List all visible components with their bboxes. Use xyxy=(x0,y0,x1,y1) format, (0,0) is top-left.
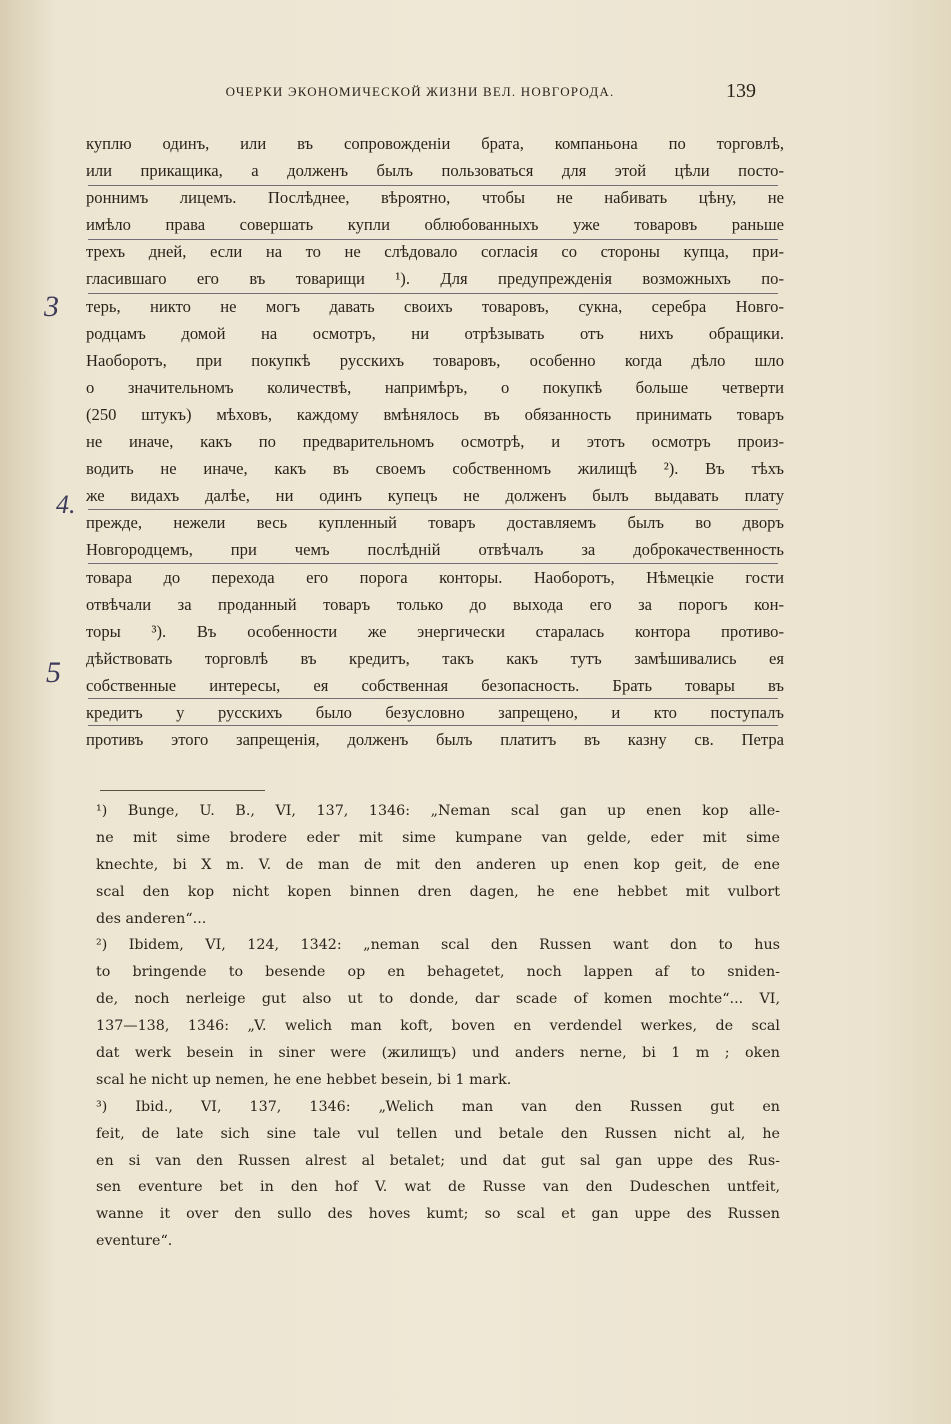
margin-note-4: 4. xyxy=(56,490,76,519)
footnote-1 xyxy=(96,798,780,932)
footnote-line: en si van den Russen alrest al betalet; und dat gut sal gan uppe des Rus- xyxy=(96,1152,780,1169)
pencil-underline xyxy=(88,239,778,240)
footnote-line: scal he nicht up nemen, he ene hebbet besein, bi 1 mark. xyxy=(96,1071,512,1088)
footnote-line: sen eventure bet in den hof V. wat de Russe van den Dudeschen untfeit, xyxy=(96,1179,780,1196)
text-line: о значительномъ количествѣ, напримѣръ, о покупкѣ больше четверти xyxy=(86,377,784,397)
footnote-line: des anderen“... xyxy=(96,910,207,927)
footnote-line: to bringende to besende op en behagetet, noch lappen af to sniden- xyxy=(96,964,780,981)
text-line: кредитъ у русскихъ было безусловно запрещено, и кто поступалъ xyxy=(86,702,784,722)
margin-note-3: 3 xyxy=(44,290,59,323)
running-title: ОЧЕРКИ ЭКОНОМИЧЕСКОЙ ЖИЗНИ ВЕЛ. НОВГОРОДА. xyxy=(225,84,615,99)
footnote-line: feit, de late sich sine tale vul tellen und betale den Russen nicht al, he xyxy=(96,1125,780,1142)
text-line: не иначе, какъ по предварительномъ осмотрѣ, и этотъ осмотръ произ- xyxy=(86,432,784,452)
footnote-line: eventure“. xyxy=(96,1233,173,1250)
footnote-2 xyxy=(96,932,780,1093)
text-line: роннимъ лицемъ. Послѣднее, вѣроятно, чтобы не набивать цѣну, не xyxy=(86,188,784,208)
pencil-underline xyxy=(88,509,778,510)
pencil-underline xyxy=(88,725,778,726)
footnote-line: ¹) Bunge, U. B., VI, 137, 1346: „Neman scal gan up enen kop alle- xyxy=(96,803,780,819)
footnote-line: wanne it over den sullo des hoves kumt; so scal et gan uppe des Russen xyxy=(96,1206,780,1223)
pencil-underline xyxy=(88,563,778,564)
margin-note-5: 5 xyxy=(46,656,61,689)
text-line: водить не иначе, какъ въ своемъ собственномъ жилищѣ ²). Въ тѣхъ xyxy=(86,459,784,479)
footnote-3 xyxy=(96,1094,780,1255)
text-line: Наоборотъ, при покупкѣ русскихъ товаровъ, особенно когда дѣло шло xyxy=(86,350,784,370)
text-line: или прикащика, а долженъ былъ пользоваться для этой цѣли посто- xyxy=(86,161,784,181)
footnote-line: dat werk besein in siner were (жилищъ) und anders nerne, bi 1 m ; oken xyxy=(96,1045,780,1062)
text-line: торы ³). Въ особенности же энергически старалась контора противо- xyxy=(86,621,784,641)
text-line: Новгородцемъ, при чемъ послѣдній отвѣчалъ за доброкачественность xyxy=(86,540,784,560)
text-line: прежде, нежели весь купленный товаръ доставляемъ былъ во дворъ xyxy=(86,513,784,533)
text-line: отвѣчали за проданный товаръ только до выхода его за порогъ кон- xyxy=(86,594,784,614)
text-line: товара до перехода его порога конторы. Наоборотъ, Нѣмецкіе гости xyxy=(86,567,784,587)
text-line: куплю одинъ, или въ сопровожденіи брата, компаньона по торговлѣ, xyxy=(86,134,784,153)
page-number: 139 xyxy=(726,80,756,102)
text-line: терь, никто не могъ давать своихъ товаровъ, сукна, серебра Новго- xyxy=(86,296,784,316)
footnote-rule xyxy=(100,790,265,791)
footnotes xyxy=(96,798,780,1255)
main-text xyxy=(86,130,784,753)
text-line: родцамъ домой на осмотръ, ни отрѣзывать отъ нихъ обращики. xyxy=(86,323,784,343)
text-line: же видахъ далѣе, ни одинъ купецъ не долженъ былъ выдавать плату xyxy=(86,486,784,506)
text-line: собственные интересы, ея собственная безопасность. Брать товары въ xyxy=(86,675,784,695)
footnote-line: 137—138, 1346: „V. welich man koft, boven en verdendel werkes, de scal xyxy=(96,1018,780,1035)
footnote-line: scal den kop nicht kopen binnen dren dagen, he ene hebbet mit vulbort xyxy=(96,883,780,900)
text-line: гласившаго его въ товарищи ¹). Для предупрежденія возможныхъ по- xyxy=(86,269,784,289)
text-line: трехъ дней, если на то не слѣдовало согласія со стороны купца, при- xyxy=(86,242,784,262)
footnote-line: ²) Ibidem, VI, 124, 1342: „neman scal den Russen want don to hus xyxy=(96,937,780,954)
pencil-underline xyxy=(88,185,778,186)
footnote-line: ³) Ibid., VI, 137, 1346: „Welich man van den Russen gut en xyxy=(96,1098,780,1115)
footnote-line: de, noch nerleige gut also ut to donde, dar scade of komen mochte“... VI, xyxy=(96,991,780,1008)
pencil-underline xyxy=(88,293,778,294)
text-line: (250 штукъ) мѣховъ, каждому вмѣнялось въ обязанность принимать товаръ xyxy=(86,404,784,424)
text-line: имѣло права совершать купли облюбованныхъ уже товаровъ раньше xyxy=(86,215,784,235)
footnote-line: ne mit sime brodere eder mit sime kumpane van gelde, eder mit sime xyxy=(96,829,780,846)
text-line: противъ этого запрещенія, долженъ былъ платитъ въ казну св. Петра xyxy=(86,730,784,750)
text-line: дѣйствовать торговлѣ въ кредитъ, такъ какъ тутъ замѣшивались ея xyxy=(86,648,784,668)
footnote-line: knechte, bi X m. V. de man de mit den anderen up enen kop geit, de ene xyxy=(96,856,780,873)
pencil-underline xyxy=(88,698,778,699)
